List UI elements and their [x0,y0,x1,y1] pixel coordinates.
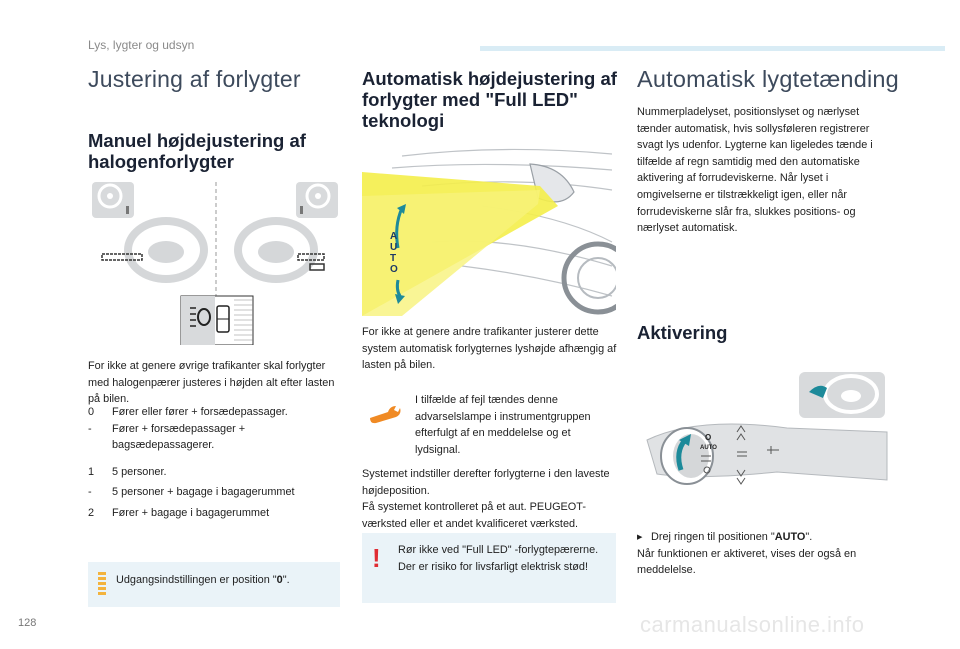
system-text: Systemet indstiller derefter forlygterne i den laveste højdeposition. Få systemet kontrolleret på et aut. PEUGEOT-værksted eller et andet kvalificeret værksted. [362,468,610,530]
full-led-description: For ikke at genere andre trafikanter justerer dette system automatisk forlygternes lyshøjde afhængig af lasten på bilen. [362,326,617,372]
section-title-automatic-lighting: Automatisk lygtetænding [637,66,899,92]
activation-instructions [637,529,887,579]
subsection-title-manual-adjustment: Manuel højdejustering af halogenforlygter [88,130,306,172]
halogen-adjustment-figure [88,180,343,345]
small-steering-wheel-icon-left [92,182,134,218]
halogen-description: For ikke at genere øvrige trafikanter skal forlygter med halogenpærer justeres i højden alt efter lasten på bilen. [88,360,335,406]
exclamation-icon: ! [372,543,381,573]
light-stalk [647,424,887,484]
activation-step: ▸ Drej ringen til positionen "AUTO". [637,529,887,546]
list-item: - Fører + forsædepassager + bagsædepassagerer. [88,422,246,452]
list-item: 2 Fører + bagage i bagagerummet [88,506,270,519]
stalk-label-auto: AUTO [700,445,717,451]
auto-label-a: A [390,231,398,242]
automatic-lighting-description: Nummerpladelyset, positionslyset og nærlyset tænder automatisk, hvis sollysføleren registrerer svagt lys udenfor. Lygterne kan ligeledes tænde i tilfælde af regn samtidig med den automatiske aktivering af forrudeviskerne. Når lyset i omgivelserne er tilstrækkeligt igen, eller når forrudeviskerne slår fra, slukkes positions- og nærlyset automatisk. [637,106,873,235]
section-title-full-led: Automatisk højdejustering af forlygter med "Full LED" teknologi [362,68,617,131]
step-arrow-icon: ▸ [637,531,643,543]
steering-wheel-right [234,217,324,283]
section-title-headlamp-adjustment: Justering af forlygter [88,66,301,92]
full-led-headlamp-figure [362,146,616,316]
page-number: 128 [18,617,37,629]
list-item: - 5 personer + bagage i bagagerummet [88,486,295,499]
small-steering-wheel-icon [799,372,885,418]
list-item: 0 Fører eller fører + forsædepassager. [88,406,288,418]
auto-label-t: T [390,253,397,264]
stalk-label-o: O [705,433,712,442]
headlamp-adjustment-knob-icon [181,296,253,345]
running-header: Lys, lygter og udsyn [88,38,195,52]
danger-note-text: Rør ikke ved "Full LED" -forlygtepærerne. Der er risiko for livsfarligt elektrisk stød! [398,544,599,573]
lighting-stalk-figure [637,370,889,510]
info-icon [98,572,106,596]
danger-note [362,533,616,603]
auto-label-o: O [390,264,398,275]
watermark: carmanualsonline.info [640,612,865,637]
small-steering-wheel-icon-right [296,182,338,218]
activation-result: Når funktionen er aktiveret, vises der også en meddelelse. [637,547,857,577]
info-note [88,562,340,607]
list-item: 1 5 personer. [88,465,167,478]
wrench-warning-icon [368,404,402,424]
subsection-title-activation: Aktivering [637,322,728,343]
header-rule [480,46,945,51]
info-note-text: Udgangsindstillingen er position "0". [116,574,290,586]
auto-label-u: U [390,242,398,253]
steering-wheel-left [102,217,208,283]
warning-lamp-text: I tilfælde af fejl tændes denne advarselslampe i instrumentgruppen efterfulgt af en meddelelse og et lydsignal. [415,394,591,456]
position-list [88,404,343,522]
